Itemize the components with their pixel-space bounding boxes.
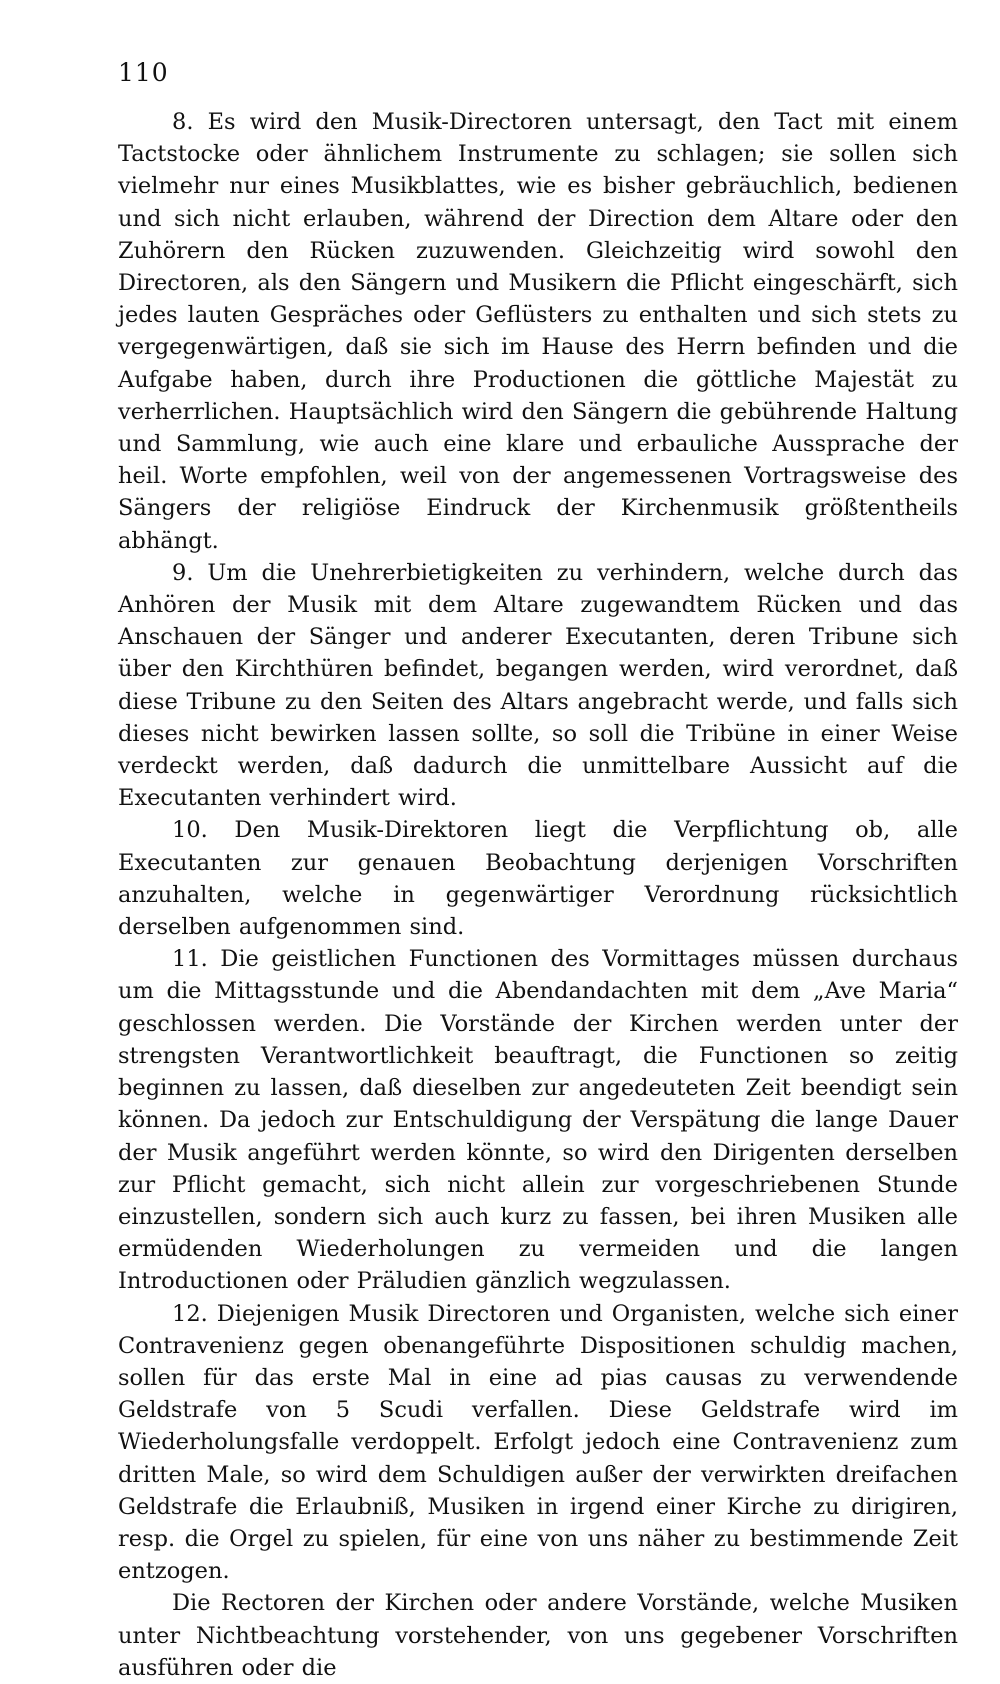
body-text [118, 106, 958, 1684]
paragraph-8: 8. Es wird den Musik-Directoren untersagt, den Tact mit einem Tactstocke oder ähnlichem Instrumente zu schlagen; sie sollen sich vielmehr nur eines Musikblattes, wie es bisher gebräuchlich, bedienen und sich nicht erlauben, während der Direction dem Altare oder den Zuhörern den Rücken zuzuwenden. Gleichzeitig wird sowohl den Directoren, als den Sängern und Musikern die Pflicht eingeschärft, sich jedes lauten Gespräches oder Geflüsters zu enthalten und sich stets zu vergegenwärtigen, daß sie sich im Hause des Herrn befinden und die Aufgabe haben, durch ihre Productionen die göttliche Majestät zu verherrlichen. Hauptsächlich wird den Sängern die gebührende Haltung und Sammlung, wie auch eine klare und erbauliche Aussprache der heil. Worte empfohlen, weil von der angemessenen Vortragsweise des Sängers der religiöse Eindruck der Kirchenmusik größtentheils abhängt. [118, 109, 958, 554]
paragraph-9: 9. Um die Unehrerbietigkeiten zu verhindern, welche durch das Anhören der Musik mit dem Altare zugewandtem Rücken und das Anschauen der Sänger und anderer Executanten, deren Tribune sich über den Kirchthüren befindet, begangen werden, wird verordnet, daß diese Tribune zu den Seiten des Altars angebracht werde, und falls sich dieses nicht bewirken lassen sollte, so soll die Tribüne in einer Weise verdeckt werden, daß dadurch die unmittelbare Aussicht auf die Executanten verhindert wird. [118, 559, 958, 812]
page-number: 110 [118, 58, 169, 87]
paragraph-12: 12. Diejenigen Musik Directoren und Organisten, welche sich einer Contravenienz gegen obenangeführte Dispositionen schuldig machen, sollen für das erste Mal in eine ad pias causas zu verwendende Geldstrafe von 5 Scudi verfallen. Diese Geldstrafe wird im Wiederholungsfalle verdoppelt. Erfolgt jedoch eine Contravenienz zum dritten Male, so wird dem Schuldigen außer der verwirkten dreifachen Geldstrafe die Erlaubniß, Musiken in irgend einer Kirche zu dirigiren, resp. die Orgel zu spielen, für eine von uns näher zu bestimmende Zeit entzogen. [118, 1300, 958, 1585]
paragraph-rectoren: Die Rectoren der Kirchen oder andere Vorstände, welche Musiken unter Nichtbeachtung vorstehender, von uns gegebener Vorschriften ausführen oder die [118, 1590, 958, 1681]
paragraph-11: 11. Die geistlichen Functionen des Vormittages müssen durchaus um die Mittagsstunde und die Abendandachten mit dem „Ave Maria“ geschlossen werden. Die Vorstände der Kirchen werden unter der strengsten Verantwortlichkeit beauftragt, die Functionen so zeitig beginnen zu lassen, daß dieselben zur angedeuteten Zeit beendigt sein können. Da jedoch zur Entschuldigung der Verspätung die lange Dauer der Musik angeführt werden könnte, so wird den Dirigenten derselben zur Pflicht gemacht, sich nicht allein zur vorgeschriebenen Stunde einzustellen, sondern sich auch kurz zu fassen, bei ihren Musiken alle ermüdenden Wiederholungen zu vermeiden und die langen Introductionen oder Präludien gänzlich wegzulassen. [118, 946, 958, 1295]
paragraph-10: 10. Den Musik-Direktoren liegt die Verpflichtung ob, alle Executanten zur genauen Beobachtung derjenigen Vorschriften anzuhalten, welche in gegenwärtiger Verordnung rücksichtlich derselben aufgenommen sind. [118, 817, 958, 941]
